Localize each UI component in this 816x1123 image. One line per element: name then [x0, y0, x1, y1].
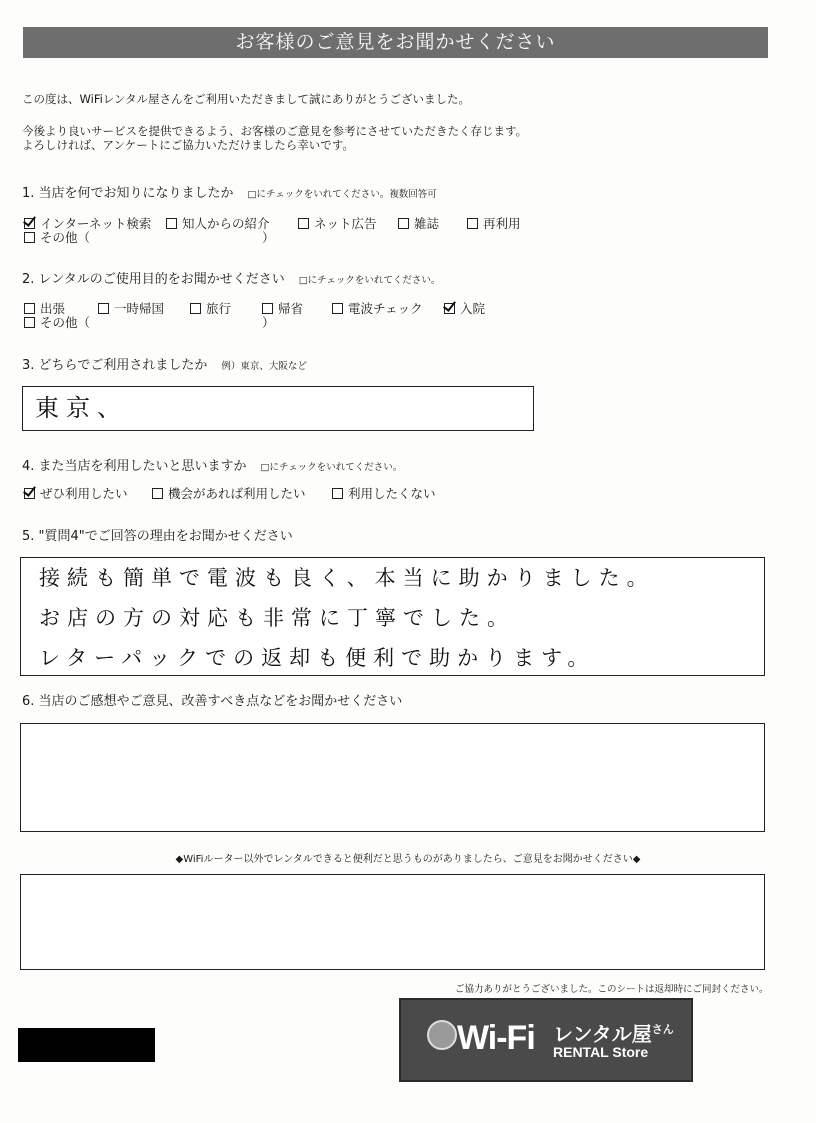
q2-option-travel[interactable]: [190, 301, 231, 316]
q1-checkbox-other[interactable]: [24, 232, 35, 243]
q2-option-homecoming[interactable]: [262, 301, 303, 316]
q4-title-text: 4. また当店を利用したいと思いますか: [22, 459, 247, 474]
q1-option-internet-search[interactable]: [24, 216, 151, 231]
q1-option-referral[interactable]: [166, 216, 270, 231]
q1-option-label: その他（: [40, 230, 91, 245]
q4-title: [22, 459, 402, 476]
q2-option-label: 帰省: [278, 301, 304, 316]
q4-option-label: 利用したくない: [348, 486, 436, 501]
q1-checkbox-magazine[interactable]: [398, 218, 409, 229]
q2-checkbox-hospitalization[interactable]: [444, 303, 455, 314]
mascot-icon: [427, 1020, 457, 1050]
wifi-rental-logo: [399, 998, 693, 1082]
q1-option-label: 雑誌: [414, 216, 440, 231]
q2-checkbox-other[interactable]: [24, 317, 35, 328]
q1-other-close: ）: [262, 230, 275, 245]
extra-question-title: ◆WiFiルーター以外でレンタルできると便利だと思うものがありましたら、ご意見をお聞かせください◆: [175, 854, 641, 865]
redaction-block: [18, 1028, 155, 1062]
q5-answer-line-2: お店の方の対応も非常に丁寧でした。: [39, 606, 515, 630]
q2-checkbox-business[interactable]: [24, 303, 35, 314]
q2-title-text: 2. レンタルのご使用目的をお聞かせください: [22, 272, 285, 287]
q1-option-net-ad[interactable]: [298, 216, 377, 231]
q2-option-label: 出張: [40, 301, 66, 316]
q4-checkbox-definitely[interactable]: [24, 488, 35, 499]
q3-title-text: 3. どちらでご利用されましたか: [22, 358, 208, 373]
q2-note: □にチェックをいれてください。: [298, 275, 441, 286]
q1-checkbox-internet-search[interactable]: [24, 218, 35, 229]
page-title: お客様のご意見をお聞かせください: [23, 27, 768, 58]
q2-option-signal-check[interactable]: [332, 301, 423, 316]
q1-title: [22, 186, 437, 203]
q3-answer-box[interactable]: [22, 386, 534, 431]
q5-answer-box[interactable]: [20, 557, 765, 676]
intro-line-2: 今後より良いサービスを提供できるよう、お客様のご意見を参考にさせていただきたく存じます。: [22, 124, 528, 138]
q2-option-temporary-return[interactable]: [98, 301, 164, 316]
q1-checkbox-net-ad[interactable]: [298, 218, 309, 229]
logo-rental-main: レンタル屋: [553, 1022, 652, 1046]
q1-checkbox-reuse[interactable]: [467, 218, 478, 229]
q5-answer-handwriting: [39, 558, 655, 678]
logo-san: さん: [651, 1023, 674, 1036]
q2-other-close: ）: [262, 315, 275, 330]
q2-title: [22, 272, 440, 289]
q3-title: [22, 358, 307, 375]
q6-title: 6. 当店のご感想やご意見、改善すべき点などをお聞かせください: [22, 694, 403, 709]
logo-wifi-text: Wi-Fi: [457, 1019, 535, 1057]
q4-option-label: 機会があれば利用したい: [168, 486, 306, 501]
q2-option-label: 電波チェック: [348, 301, 423, 316]
q4-option-if-chance[interactable]: [152, 486, 306, 501]
intro-line-1: この度は、WiFiレンタル屋さんをご利用いただきまして誠にありがとうございました。: [22, 92, 471, 106]
q4-checkbox-no[interactable]: [332, 488, 343, 499]
q1-option-label: インターネット検索: [40, 216, 152, 231]
q4-option-label: ぜひ利用したい: [40, 486, 128, 501]
q2-option-label: その他（: [40, 315, 91, 330]
q1-title-text: 1. 当店を何でお知りになりましたか: [22, 186, 234, 201]
q1-option-label: 再利用: [483, 216, 521, 231]
q2-option-label: 一時帰国: [114, 301, 165, 316]
q4-option-definitely[interactable]: [24, 486, 128, 501]
q5-title: 5. "質問4"でご回答の理由をお聞かせください: [22, 529, 293, 544]
q2-option-business[interactable]: [24, 301, 65, 316]
q4-option-no[interactable]: [332, 486, 436, 501]
q2-option-label: 入院: [460, 301, 486, 316]
q1-option-other[interactable]: [24, 230, 90, 245]
q4-checkbox-if-chance[interactable]: [152, 488, 163, 499]
q3-note: 例）東京、大阪など: [221, 361, 307, 372]
q4-note: □にチェックをいれてください。: [260, 462, 403, 473]
q5-answer-line-1: 接続も簡単で電波も良く、本当に助かりました。: [39, 566, 655, 590]
q5-answer-line-3: レターパックでの返却も便利で助かります。: [39, 646, 596, 670]
logo-rental-text: [553, 1018, 674, 1046]
q2-checkbox-travel[interactable]: [190, 303, 201, 314]
q1-option-label: 知人からの紹介: [182, 216, 270, 231]
q1-option-label: ネット広告: [314, 216, 377, 231]
footer-note: ご協力ありがとうございました。このシートは返却時にご同封ください。: [455, 984, 769, 995]
q1-checkbox-referral[interactable]: [166, 218, 177, 229]
q2-checkbox-temporary-return[interactable]: [98, 303, 109, 314]
q1-option-reuse[interactable]: [467, 216, 521, 231]
q2-option-label: 旅行: [206, 301, 232, 316]
q2-checkbox-signal-check[interactable]: [332, 303, 343, 314]
logo-store-text: RENTAL Store: [553, 1044, 649, 1060]
intro-line-3: よろしければ、アンケートにご協力いただけましたら幸いです。: [22, 138, 354, 152]
q2-checkbox-homecoming[interactable]: [262, 303, 273, 314]
q1-option-magazine[interactable]: [398, 216, 439, 231]
q6-answer-box[interactable]: [20, 723, 765, 832]
q3-answer-handwriting: 東京、: [35, 394, 128, 422]
q2-option-hospitalization[interactable]: [444, 301, 485, 316]
q1-note: □にチェックをいれてください。複数回答可: [247, 189, 437, 200]
q2-option-other[interactable]: [24, 315, 90, 330]
extra-answer-box[interactable]: [20, 874, 765, 970]
